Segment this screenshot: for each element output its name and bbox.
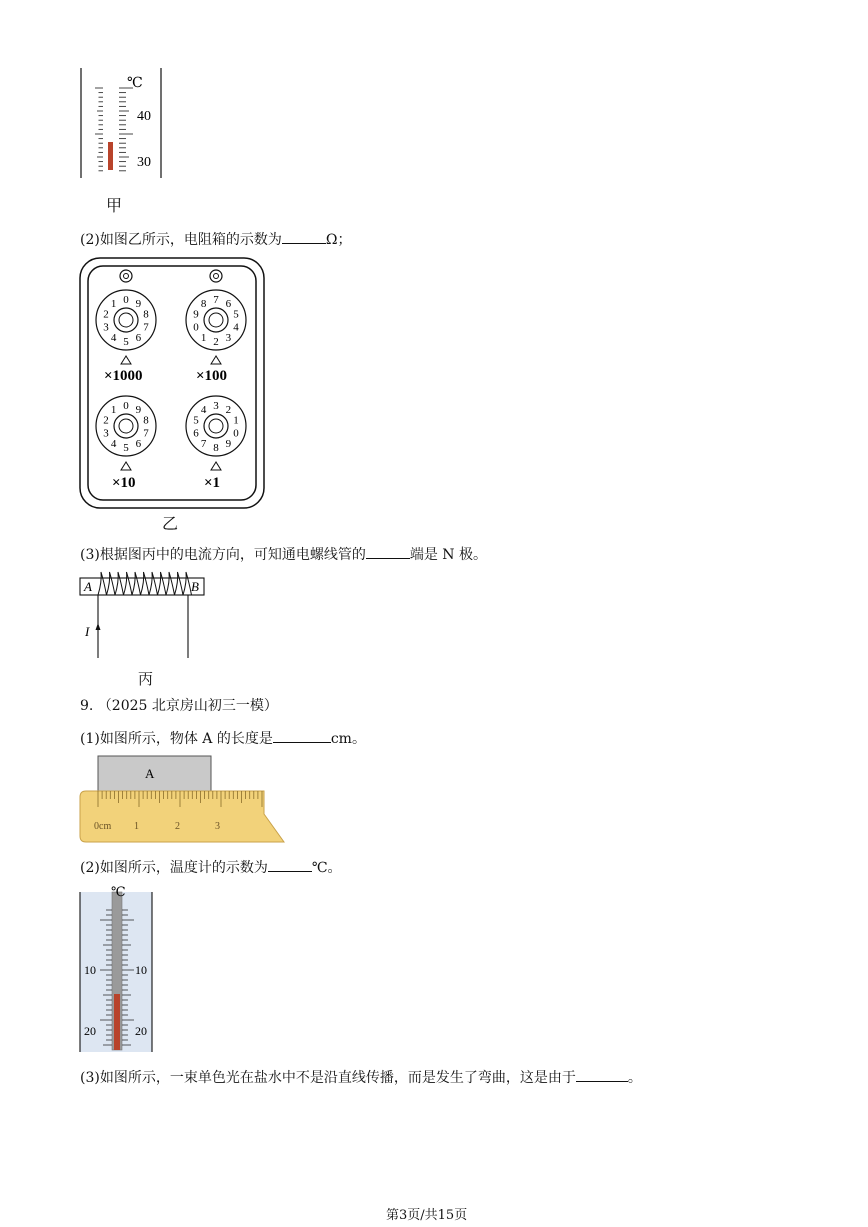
thermometer-unit: ℃ — [127, 76, 143, 91]
dial-digit: 4 — [110, 437, 117, 450]
dial-digit: 1 — [110, 298, 117, 311]
question-9-header: 9. （2025 北京房山初三一模） — [80, 698, 278, 714]
scale-label-1: 1 — [134, 821, 139, 832]
question-8-2 — [80, 229, 351, 249]
thermometer-2-figure — [78, 882, 156, 1054]
dial-digit: 7 — [200, 437, 207, 450]
dial-digit: 8 — [143, 308, 149, 321]
dial-pointer — [211, 356, 221, 364]
dial-digit: 1 — [200, 331, 207, 344]
coil-turn — [132, 572, 141, 595]
dial-digit: 7 — [143, 427, 149, 440]
question-suffix: 。 — [627, 1070, 642, 1086]
question-suffix: 端是 N 极。 — [409, 547, 487, 563]
solenoid-figure — [76, 568, 208, 662]
dial-digit: 9 — [135, 404, 142, 417]
scale-label-0cm: 0cm — [94, 821, 112, 832]
dial-digit: 1 — [110, 404, 117, 417]
coil-turn — [149, 572, 158, 595]
scale-label-3: 3 — [215, 821, 220, 832]
coil-turn — [175, 572, 184, 595]
dial-digit: 4 — [200, 404, 207, 417]
thermometer-unit: ℃ — [111, 884, 126, 899]
dial-digit: 5 — [193, 414, 199, 427]
coil-turn — [166, 572, 175, 595]
coil-turn — [124, 572, 133, 595]
dial-pointer — [121, 356, 131, 364]
answer-blank — [366, 544, 410, 559]
dial-digit: 3 — [225, 331, 232, 344]
dial-digit: 5 — [123, 336, 129, 348]
dial-digit: 8 — [200, 298, 207, 311]
dial-digit: 5 — [233, 308, 239, 321]
question-suffix: Ω； — [325, 232, 352, 248]
dial-pointer — [121, 462, 131, 470]
end-label-a: A — [84, 579, 92, 594]
answer-blank — [282, 229, 326, 244]
resistance-box-figure — [78, 256, 268, 512]
coil-turn — [158, 572, 167, 595]
question-text: (1)如图所示，物体 A 的长度是 — [80, 731, 273, 747]
figure-caption-bing: 丙 — [138, 670, 154, 688]
multiplier-10: ×10 — [112, 475, 136, 491]
dial-digit: 6 — [193, 427, 199, 440]
dial-digit: 0 — [193, 321, 199, 334]
figure-caption-jia: 甲 — [106, 196, 123, 215]
coil-turn — [115, 572, 124, 595]
scale-label-2: 2 — [175, 821, 180, 832]
dial-digit: 8 — [213, 442, 219, 454]
answer-blank — [268, 857, 312, 872]
coil-turn — [107, 572, 116, 595]
question-9-3 — [80, 1067, 642, 1087]
dial-digit: 7 — [143, 321, 149, 334]
dial-digit: 4 — [110, 331, 117, 344]
dial-digit: 1 — [233, 414, 239, 427]
left-label-20: 20 — [84, 1024, 96, 1038]
dial-digit: 0 — [233, 427, 239, 440]
dial-digit: 3 — [103, 427, 109, 440]
dial-digit: 2 — [103, 308, 109, 321]
page-footer: 第3页/共15页 — [386, 1208, 468, 1223]
dial-digit: 4 — [233, 321, 239, 334]
multiplier-1000: ×1000 — [104, 368, 143, 384]
left-label-10: 10 — [84, 963, 96, 977]
figure-caption-yi: 乙 — [162, 514, 179, 533]
block-label-a: A — [145, 766, 155, 781]
question-suffix: ℃。 — [311, 860, 342, 876]
dial-digit: 6 — [135, 331, 142, 344]
dial-pointer — [211, 462, 221, 470]
dial-digit: 5 — [123, 442, 129, 454]
dial-digit: 8 — [143, 414, 149, 427]
right-label-10: 10 — [135, 963, 147, 977]
question-text: (2)如图乙所示，电阻箱的示数为 — [80, 232, 282, 248]
dial-digit: 9 — [135, 298, 142, 311]
coil-turn — [141, 572, 150, 595]
question-text: (3)根据图丙中的电流方向，可知通电螺线管的 — [80, 547, 366, 563]
question-text: (3)如图所示，一束单色光在盐水中不是沿直线传播，而是发生了弯曲，这是由于 — [80, 1070, 576, 1086]
coil-turn — [98, 572, 107, 595]
dial-digit: 3 — [103, 321, 109, 334]
question-9-1 — [80, 728, 366, 748]
current-label-i: I — [85, 624, 90, 639]
end-label-b: B — [191, 579, 199, 594]
question-9-2 — [80, 857, 342, 877]
ruler-figure — [78, 754, 288, 846]
multiplier-100: ×100 — [196, 368, 228, 384]
dial-digit: 2 — [103, 414, 109, 427]
dial-digit: 0 — [123, 294, 129, 306]
dial-digit: 0 — [123, 400, 129, 412]
question-8-3 — [80, 544, 487, 564]
answer-blank — [273, 728, 331, 743]
dial-digit: 6 — [225, 298, 232, 311]
dial-digit: 7 — [213, 294, 219, 306]
question-text: (2)如图所示，温度计的示数为 — [80, 860, 268, 876]
tick-label-40: 40 — [137, 109, 151, 124]
right-label-20: 20 — [135, 1024, 147, 1038]
tick-label-30: 30 — [137, 155, 151, 170]
dial-digit: 6 — [135, 437, 142, 450]
dial-digit: 2 — [225, 404, 232, 417]
dial-digit: 9 — [193, 308, 199, 321]
dial-digit: 9 — [225, 437, 232, 450]
dial-digit: 2 — [213, 336, 219, 348]
dial-digit: 3 — [213, 400, 219, 412]
answer-blank — [576, 1067, 628, 1082]
multiplier-1: ×1 — [204, 475, 221, 491]
thermometer-jia-figure — [75, 62, 175, 184]
question-suffix: cm。 — [330, 731, 366, 747]
